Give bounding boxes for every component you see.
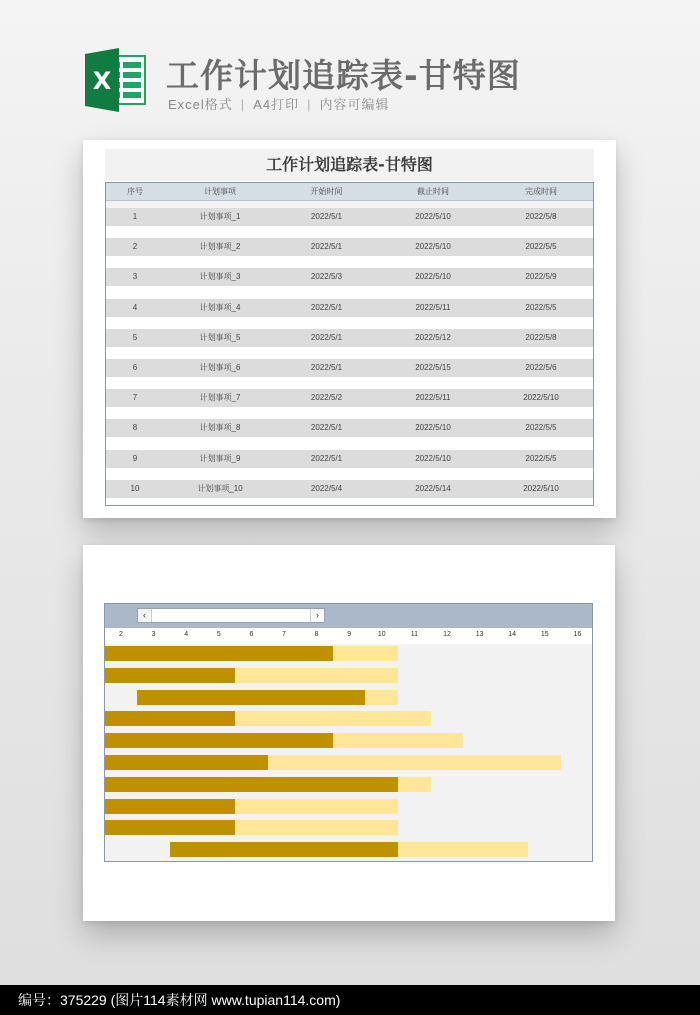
cell-deadline[interactable]: 2022/5/14 — [415, 483, 451, 493]
cell-finish[interactable]: 2022/5/5 — [525, 242, 557, 252]
excel-logo-letter: X — [92, 67, 112, 95]
cell-deadline[interactable]: 2022/5/11 — [415, 393, 451, 403]
tracking-table — [105, 182, 594, 506]
cell-finish[interactable]: 2022/5/6 — [525, 362, 557, 372]
completed-bar[interactable] — [105, 733, 333, 748]
table-row[interactable] — [106, 419, 593, 437]
cell-index[interactable]: 3 — [132, 272, 138, 282]
cell-finish[interactable]: 2022/5/5 — [525, 302, 557, 312]
completed-bar[interactable] — [105, 668, 235, 683]
cell-index[interactable]: 2 — [132, 242, 138, 252]
table-row[interactable] — [106, 208, 593, 226]
subtitle-print: A4打印 — [253, 97, 300, 112]
completed-bar[interactable] — [137, 690, 365, 705]
cell-finish[interactable]: 2022/5/8 — [525, 332, 557, 342]
cell-item[interactable]: 计划事项_5 — [199, 332, 241, 342]
completed-bar[interactable] — [105, 711, 235, 726]
axis-tick-label: 16 — [573, 631, 582, 638]
page-title: 工作计划追踪表-甘特图 — [166, 56, 521, 95]
axis-tick-label: 2 — [119, 631, 123, 638]
table-header — [106, 183, 593, 201]
cell-finish[interactable]: 2022/5/10 — [523, 393, 559, 403]
cell-item[interactable]: 计划事项_7 — [199, 393, 241, 403]
cell-finish[interactable]: 2022/5/5 — [525, 423, 557, 433]
completed-bar[interactable] — [170, 842, 398, 857]
header-cell-index[interactable]: 序号 — [127, 187, 143, 196]
cell-index[interactable]: 10 — [130, 483, 140, 493]
cell-deadline[interactable]: 2022/5/10 — [415, 242, 451, 252]
table-body — [106, 208, 593, 498]
cell-item[interactable]: 计划事项_10 — [197, 483, 243, 493]
table-sheet — [83, 140, 616, 518]
cell-item[interactable]: 计划事项_1 — [199, 212, 241, 221]
table-title: 工作计划追踪表-甘特图 — [105, 149, 594, 181]
cell-item[interactable]: 计划事项_4 — [199, 302, 241, 312]
cell-finish[interactable]: 2022/5/8 — [525, 212, 557, 221]
axis-tick-label: 4 — [184, 631, 189, 638]
table-row[interactable] — [106, 299, 593, 317]
axis-tick-label: 14 — [508, 631, 517, 638]
cell-index[interactable]: 1 — [132, 212, 138, 221]
cell-start[interactable]: 2022/5/1 — [310, 453, 343, 463]
cell-index[interactable]: 9 — [132, 453, 138, 463]
table-row[interactable] — [106, 268, 593, 286]
axis-tick-label: 7 — [282, 631, 286, 638]
footer-watermark: 编号：375229 (图片114素材网 www.tupian114.com) — [0, 985, 700, 1015]
cell-index[interactable]: 6 — [132, 362, 138, 372]
table-row[interactable] — [106, 450, 593, 468]
table-spacer — [106, 201, 593, 208]
header-cell-finish[interactable]: 完成时间 — [525, 187, 557, 196]
cell-finish[interactable]: 2022/5/10 — [523, 483, 559, 493]
cell-deadline[interactable]: 2022/5/11 — [415, 302, 451, 312]
cell-start[interactable]: 2022/5/1 — [310, 212, 343, 221]
cell-start[interactable]: 2022/5/1 — [310, 332, 343, 342]
cell-index[interactable]: 7 — [132, 393, 138, 403]
cell-deadline[interactable]: 2022/5/12 — [415, 332, 451, 342]
completed-bar[interactable] — [105, 820, 235, 835]
cell-start[interactable]: 2022/5/1 — [310, 242, 343, 252]
cell-start[interactable]: 2022/5/4 — [310, 483, 343, 493]
axis-tick-label: 11 — [410, 631, 419, 638]
cell-index[interactable]: 5 — [132, 332, 138, 342]
axis-tick-label: 13 — [475, 631, 484, 638]
cell-item[interactable]: 计划事项_3 — [199, 272, 241, 282]
axis-tick-label: 6 — [249, 631, 254, 638]
gantt-date-axis — [105, 628, 592, 644]
completed-bar[interactable] — [105, 646, 333, 661]
completed-bar[interactable] — [105, 777, 398, 792]
axis-tick-label: 3 — [151, 631, 156, 638]
completed-bar[interactable] — [105, 755, 268, 770]
cell-index[interactable]: 8 — [132, 423, 138, 433]
cell-item[interactable]: 计划事项_8 — [199, 423, 241, 433]
table-row[interactable] — [106, 329, 593, 347]
cell-start[interactable]: 2022/5/1 — [310, 302, 343, 312]
scroll-right-button[interactable] — [310, 609, 324, 622]
header-cell-start[interactable]: 开始时间 — [310, 187, 343, 196]
table-row[interactable] — [106, 480, 593, 498]
header-cell-deadline[interactable]: 截止时间 — [417, 187, 449, 196]
axis-tick-label: 10 — [377, 631, 386, 638]
completed-bar[interactable] — [105, 799, 235, 814]
cell-start[interactable]: 2022/5/3 — [310, 272, 343, 282]
cell-item[interactable]: 计划事项_2 — [199, 242, 241, 252]
cell-deadline[interactable]: 2022/5/10 — [415, 272, 451, 282]
header-cell-item[interactable]: 计划事项 — [204, 187, 236, 196]
axis-tick-label: 8 — [314, 631, 319, 638]
cell-finish[interactable]: 2022/5/5 — [525, 453, 557, 463]
cell-deadline[interactable]: 2022/5/10 — [415, 212, 451, 221]
page-subtitle: Excel格式 | A4打印 | 内容可编辑 — [168, 97, 390, 112]
axis-tick-label: 5 — [216, 631, 221, 638]
cell-start[interactable]: 2022/5/2 — [310, 393, 343, 403]
cell-deadline[interactable]: 2022/5/15 — [415, 362, 451, 372]
cell-item[interactable]: 计划事项_6 — [199, 362, 241, 372]
cell-start[interactable]: 2022/5/1 — [310, 423, 343, 433]
table-row[interactable] — [106, 238, 593, 256]
axis-tick-label: 15 — [540, 631, 549, 638]
gantt-chart — [104, 603, 593, 862]
axis-tick-label: 12 — [443, 631, 451, 638]
horizontal-scrollbar[interactable] — [137, 608, 325, 623]
cell-index[interactable]: 4 — [132, 302, 138, 312]
cell-deadline[interactable]: 2022/5/10 — [415, 453, 451, 463]
subtitle-format: Excel格式 — [168, 97, 233, 112]
subtitle-editable: 内容可编辑 — [319, 97, 390, 112]
scroll-left-button[interactable] — [138, 609, 152, 622]
cell-start[interactable]: 2022/5/1 — [310, 362, 343, 372]
table-row[interactable] — [106, 389, 593, 407]
cell-item[interactable]: 计划事项_9 — [199, 453, 241, 463]
chevron-right-icon: › — [316, 610, 319, 620]
axis-tick-label: 9 — [347, 631, 352, 638]
gantt-sheet — [83, 545, 615, 921]
cell-deadline[interactable]: 2022/5/10 — [415, 423, 451, 433]
chevron-left-icon: ‹ — [143, 610, 146, 620]
excel-logo-icon — [83, 48, 147, 112]
table-row[interactable] — [106, 359, 593, 377]
cell-finish[interactable]: 2022/5/9 — [525, 272, 557, 282]
scroll-area — [105, 604, 592, 628]
